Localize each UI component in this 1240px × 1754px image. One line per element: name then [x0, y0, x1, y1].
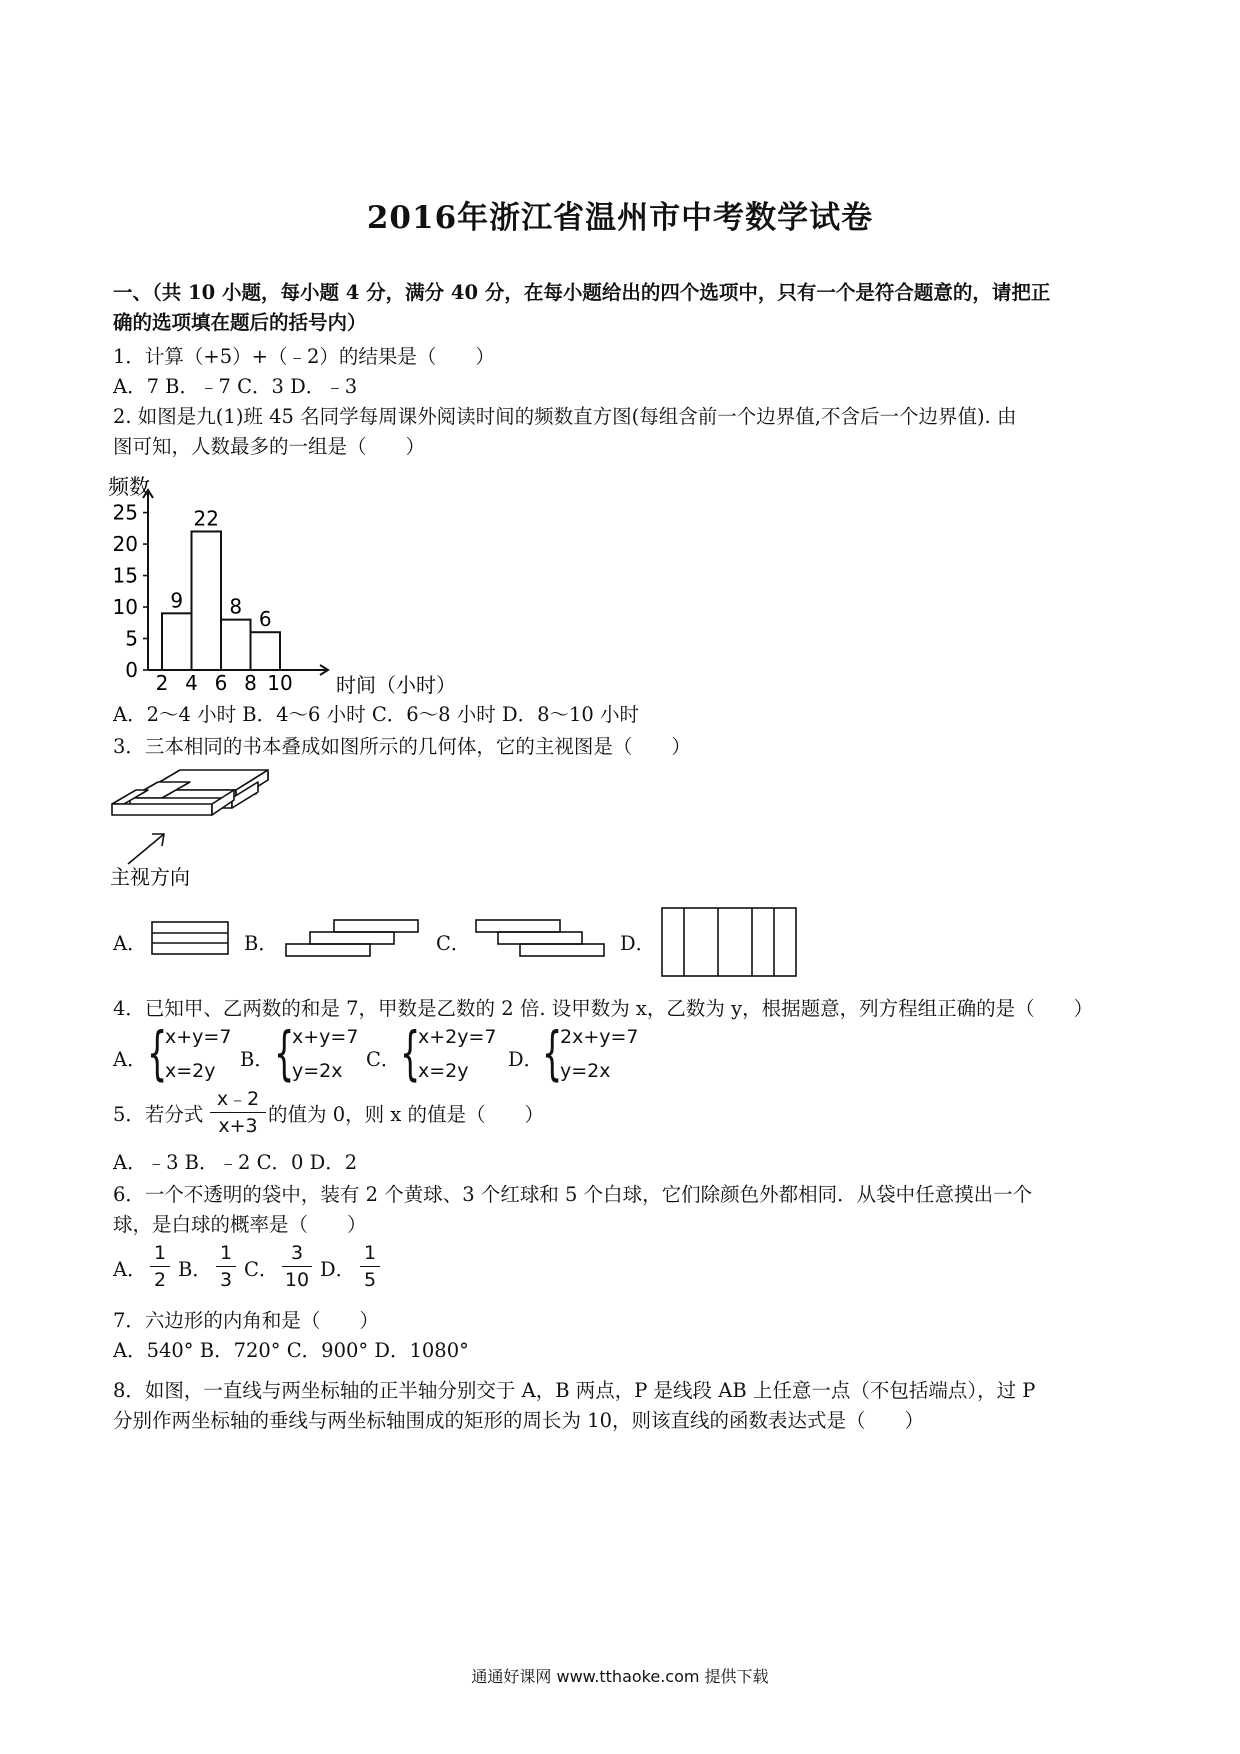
- q4-option-c-eq2: x=2y: [418, 1060, 469, 1082]
- q7-stem: 7．六边形的内角和是（ ）: [113, 1309, 379, 1332]
- q5-suffix: 的值为 0，则 x 的值是（ ）: [268, 1103, 544, 1126]
- y-tick-label: 5: [125, 626, 138, 651]
- q3-option-a-label: A．: [113, 932, 147, 955]
- q3-stacked-books-figure: [108, 768, 283, 888]
- x-tick-label: 4: [185, 671, 198, 695]
- q5-prefix: 5．若分式: [113, 1103, 204, 1126]
- q6-option-d-fraction[interactable]: [360, 1240, 380, 1293]
- numerator: 3: [290, 1242, 304, 1264]
- q4-option-d-label: D．: [508, 1048, 544, 1071]
- brace-icon: {: [274, 1019, 295, 1087]
- q3-option-d-label: D．: [620, 932, 656, 955]
- q2-stem-line2: 图可知，人数最多的一组是（ ）: [113, 435, 426, 458]
- q3-option-c-figure[interactable]: [474, 918, 614, 962]
- q6-stem-line1: 6．一个不透明的袋中，装有 2 个黄球、3 个红球和 5 个白球，它们除颜色外都相同．从袋中任意摸出一个: [113, 1183, 1033, 1206]
- q6-option-a-fraction[interactable]: [150, 1240, 170, 1293]
- histogram-bar: [162, 613, 192, 670]
- q3-option-a-figure[interactable]: [150, 918, 232, 960]
- denominator: 5: [363, 1269, 377, 1291]
- x-tick-label: 2: [155, 671, 169, 695]
- q6-option-d-label: D．: [320, 1258, 356, 1281]
- brace-icon: {: [400, 1019, 421, 1087]
- q7-options: A．540° B．720° C．900° D．1080°: [113, 1339, 469, 1362]
- q3-option-d-figure[interactable]: [660, 904, 800, 980]
- y-tick-label: 10: [112, 595, 138, 620]
- y-tick-label: 25: [112, 500, 138, 525]
- q4-option-d-eq1: 2x+y=7: [560, 1026, 639, 1048]
- data-label: 22: [193, 506, 219, 531]
- data-label: 9: [170, 588, 184, 613]
- q5-numerator: x﹣2: [216, 1088, 260, 1110]
- q3-stem: 3．三本相同的书本叠成如图所示的几何体，它的主视图是（ ）: [113, 735, 691, 758]
- q5-options: A．﹣3 B．﹣2 C．0 D．2: [113, 1151, 358, 1174]
- y-axis-label: 频数: [108, 475, 150, 499]
- denominator: 3: [219, 1269, 233, 1291]
- view-direction-label: 主视方向: [110, 865, 190, 888]
- histogram-bar: [192, 531, 222, 670]
- q4-stem: 4．已知甲、乙两数的和是 7，甲数是乙数的 2 倍. 设甲数为 x，乙数为 y，根据题意，列方程组正确的是（ ）: [113, 997, 1094, 1020]
- q4-option-b-label: B．: [240, 1048, 274, 1071]
- numerator: 1: [153, 1242, 167, 1264]
- footer-source: 通通好课网 www.tthaoke.com 提供下载: [471, 1667, 769, 1686]
- q4-option-a-eq2: x=2y: [165, 1060, 216, 1082]
- numerator: 1: [363, 1242, 377, 1264]
- q2-histogram: [100, 468, 500, 700]
- numerator: 1: [219, 1242, 233, 1264]
- q4-option-d-eq2: y=2x: [560, 1060, 611, 1082]
- y-tick-label: 20: [112, 532, 138, 557]
- q4-option-b-eq1: x+y=7: [292, 1026, 359, 1048]
- q6-option-b-label: B．: [178, 1258, 212, 1281]
- brace-icon: {: [147, 1019, 168, 1087]
- q2-options: A．2～4 小时 B．4～6 小时 C．6～8 小时 D．8～10 小时: [113, 703, 640, 726]
- q4-option-c-label: C．: [366, 1048, 401, 1071]
- q3-option-b-label: B．: [244, 932, 278, 955]
- q1-stem: 1．计算（+5）+（﹣2）的结果是（ ）: [113, 345, 495, 368]
- q8-stem-line1: 8．如图，一直线与两坐标轴的正半轴分别交于 A，B 两点，P 是线段 AB 上任意一点（不包括端点），过 P: [113, 1379, 1036, 1402]
- q4-option-a-eq1: x+y=7: [165, 1026, 232, 1048]
- data-label: 6: [258, 607, 272, 632]
- q8-stem-line2: 分别作两坐标轴的垂线与两坐标轴围成的矩形的周长为 10，则该直线的函数表达式是（ ）: [113, 1409, 925, 1432]
- y-tick-label: 0: [125, 658, 138, 682]
- x-tick-label: 8: [244, 671, 257, 695]
- histogram-bar: [251, 632, 281, 670]
- q3-option-b-figure[interactable]: [282, 918, 428, 962]
- x-tick-label: 10: [267, 671, 293, 695]
- q6-option-c-fraction[interactable]: [282, 1240, 312, 1293]
- q5-fraction: [210, 1086, 266, 1139]
- histogram-bar: [221, 620, 251, 670]
- q6-stem-line2: 球，是白球的概率是（ ）: [113, 1213, 367, 1236]
- q4-option-a-label: A．: [113, 1048, 147, 1071]
- q2-stem-line1: 2. 如图是九(1)班 45 名同学每周课外阅读时间的频数直方图(每组含前一个边界值,不含后一个边界值). 由: [113, 405, 1017, 428]
- q6-option-b-fraction[interactable]: [216, 1240, 236, 1293]
- q5-denominator: x+3: [218, 1115, 258, 1137]
- x-tick-label: 6: [214, 671, 228, 695]
- denominator: 10: [284, 1269, 310, 1291]
- q4-option-b-eq2: y=2x: [292, 1060, 343, 1082]
- page-title: 2016年浙江省温州市中考数学试卷: [366, 200, 874, 236]
- q6-option-a-label: A．: [113, 1258, 147, 1281]
- q6-option-c-label: C．: [244, 1258, 279, 1281]
- section-heading-line1: 一、（共 10 小题，每小题 4 分，满分 40 分，在每小题给出的四个选项中，只有一个是符合题意的，请把正: [113, 281, 1051, 304]
- x-axis-label: 时间（小时）: [336, 673, 456, 697]
- brace-icon: {: [542, 1019, 563, 1087]
- data-label: 8: [229, 594, 243, 619]
- q3-option-c-label: C．: [436, 932, 471, 955]
- q4-option-c-eq1: x+2y=7: [418, 1026, 497, 1048]
- y-tick-label: 15: [112, 563, 138, 588]
- q1-options: A．7 B．﹣7 C．3 D．﹣3: [113, 375, 358, 398]
- section-heading-line2: 确的选项填在题后的括号内）: [113, 311, 367, 334]
- denominator: 2: [153, 1269, 167, 1291]
